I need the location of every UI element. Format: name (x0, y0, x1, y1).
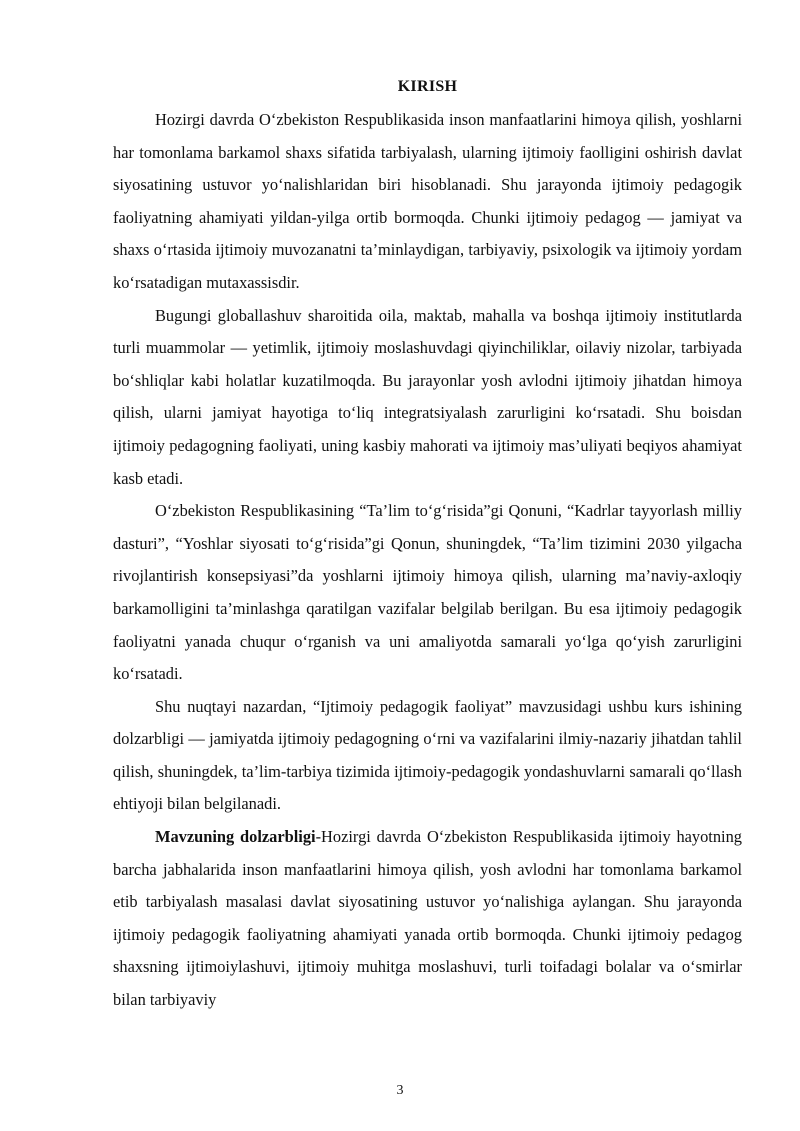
paragraph: Hozirgi davrda O‘zbekiston Respublikasida inson manfaatlarini himoya qilish, yoshlarni har tomonlama barkamol shaxs sifatida tarbiyalash, ularning ijtimoiy faolligini oshirish davlat siyosatining ustuvor yo‘nalishlaridan biri hisoblanadi. Shu jarayonda ijtimoiy pedagogik faoliyatning ahamiyati yildan-yilga ortib bormoqda. Chunki ijtimoiy pedagog — jamiyat va shaxs o‘rtasida ijtimoiy muvozanatni ta’minlaydigan, tarbiyaviy, psixologik va ijtimoiy yordam ko‘rsatadigan mutaxassisdir. (113, 110, 742, 292)
relevance-paragraph (113, 821, 742, 1017)
paragraph: Bugungi globallashuv sharoitida oila, maktab, mahalla va boshqa ijtimoiy institutlarda turli muammolar — yetimlik, ijtimoiy moslashuvdagi qiyinchiliklar, oilaviy nizolar, tarbiyada bo‘shliqlar kabi holatlar kuzatilmoqda. Bu jarayonlar yosh avlodni ijtimoiy jihatdan himoya qilish, ularni jamiyat hayotiga to‘liq integratsiyalash zarurligini ko‘rsatadi. Shu boisdan ijtimoiy pedagogning faoliyati, uning kasbiy mahorati va ijtimoiy mas’uliyati beqiyos ahamiyat kasb etadi. (113, 305, 742, 488)
document-page (113, 76, 742, 1017)
page-number: 3 (396, 1083, 404, 1098)
relevance-text: -Hozirgi davrda O‘zbekiston Respublikasida ijtimoiy hayotning barcha jabhalarida inson manfaatlarini himoya qilish, yosh avlodni har tomonlama barkamol etib tarbiyalash masalasi davlat siyosatining ustuvor yo‘nalishiga aylangan. Shu jarayonda ijtimoiy pedagogik faoliyatning ahamiyati yanada ortib bormoqda. Chunki ijtimoiy pedagog shaxsning ijtimoiylashuvi, ijtimoiy muhitga moslashuvi, turli toifadagi bolalar va o‘smirlar bilan tarbiyaviy (113, 827, 742, 1010)
paragraph: Shu nuqtayi nazardan, “Ijtimoiy pedagogik faoliyat” mavzusidagi ushbu kurs ishining dolzarbligi — jamiyatda ijtimoiy pedagogning o‘rni va vazifalarini ilmiy-nazariy jihatdan tahlil qilish, shuningdek, ta’lim-tarbiya tizimida ijtimoiy-pedagogik yondashuvlarni samarali qo‘llash ehtiyoji bilan belgilanadi. (113, 696, 742, 814)
relevance-heading: Mavzuning dolzarbligi (155, 827, 316, 847)
paragraph: O‘zbekiston Respublikasining “Ta’lim to‘g‘risida”gi Qonuni, “Kadrlar tayyorlash milliy dasturi”, “Yoshlar siyosati to‘g‘risida”gi Qonun, shuningdek, “Ta’lim tizimini 2030 yilgacha rivojlantirish konsepsiyasi”da yoshlarni ijtimoiy himoya qilish, ularning ma’naviy-axloqiy barkamolligini ta’minlashga qaratilgan vazifalar belgilab berilgan. Bu esa ijtimoiy pedagogik faoliyatni yanada chuqur o‘rganish va uni amaliyotda samarali yo‘lga qo‘yish zarurligini ko‘rsatadi. (113, 501, 742, 684)
page-title: KIRISH (397, 78, 458, 95)
